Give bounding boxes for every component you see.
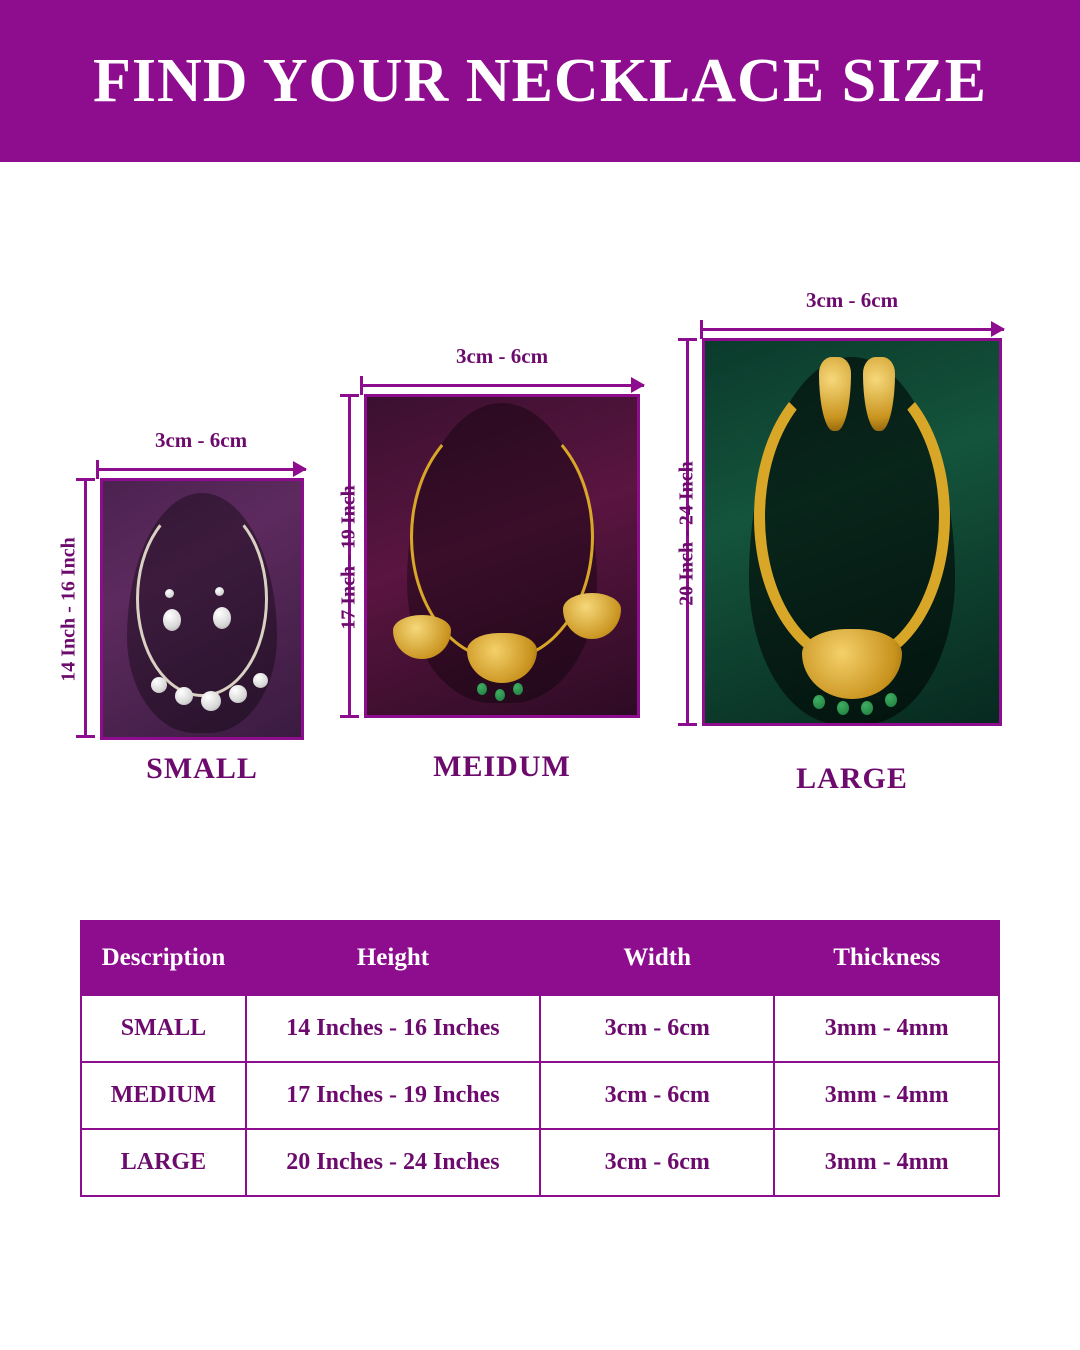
size-cards	[0, 162, 1080, 862]
large-width-arrow	[700, 318, 1004, 340]
small-width-label: 3cm - 6cm	[154, 428, 248, 452]
page-title: FIND YOUR NECKLACE SIZE	[93, 46, 987, 115]
cell-thickness: 3mm - 4mm	[774, 995, 999, 1062]
page-header	[0, 0, 1080, 162]
cell-thickness: 3mm - 4mm	[774, 1129, 999, 1196]
green-bead	[477, 683, 487, 695]
necklace-chain	[754, 367, 950, 667]
green-bead	[513, 683, 523, 695]
earring-drop	[163, 609, 181, 631]
pearl-bead	[229, 685, 247, 703]
earring-drop	[213, 607, 231, 629]
cell-thickness: 3mm - 4mm	[774, 1062, 999, 1129]
table-row	[81, 1129, 999, 1196]
small-necklace-photo	[100, 478, 304, 740]
pearl-bead	[175, 687, 193, 705]
size-table-wrapper	[80, 920, 1000, 1197]
medium-width-label: 3cm - 6cm	[455, 344, 549, 368]
cell-width: 3cm - 6cm	[540, 1062, 774, 1129]
medium-caption: MEIDUM	[433, 750, 571, 783]
green-bead	[495, 689, 505, 701]
cell-description: MEDIUM	[81, 1062, 246, 1129]
table-row	[81, 1062, 999, 1129]
large-width-label: 3cm - 6cm	[805, 288, 899, 312]
medium-necklace-photo	[364, 394, 640, 718]
cell-width: 3cm - 6cm	[540, 995, 774, 1062]
necklace-chain	[136, 501, 268, 697]
green-bead	[885, 693, 897, 707]
cell-width: 3cm - 6cm	[540, 1129, 774, 1196]
earring-stud	[165, 589, 174, 598]
table-row	[81, 995, 999, 1062]
large-necklace-photo	[702, 338, 1002, 726]
table-header-thickness: Thickness	[774, 921, 999, 995]
medium-height-label: 17 Inch - 19 Inch	[337, 485, 360, 630]
green-bead	[813, 695, 825, 709]
cell-description: SMALL	[81, 995, 246, 1062]
table-header-row	[81, 921, 999, 995]
pearl-bead	[201, 691, 221, 711]
size-table	[80, 920, 1000, 1197]
pearl-bead	[253, 673, 268, 688]
cell-description: LARGE	[81, 1129, 246, 1196]
table-header-width: Width	[540, 921, 774, 995]
pearl-bead	[151, 677, 167, 693]
large-height-label: 20 Inch - 24 Inch	[675, 461, 698, 606]
cell-height: 20 Inches - 24 Inches	[246, 1129, 540, 1196]
small-width-arrow	[96, 458, 306, 480]
table-header-description: Description	[81, 921, 246, 995]
cell-height: 14 Inches - 16 Inches	[246, 995, 540, 1062]
large-caption: LARGE	[796, 762, 908, 795]
cell-height: 17 Inches - 19 Inches	[246, 1062, 540, 1129]
table-header-height: Height	[246, 921, 540, 995]
green-bead	[861, 701, 873, 715]
small-caption: SMALL	[146, 752, 258, 785]
small-height-label: 14 Inch - 16 Inch	[57, 537, 80, 682]
green-bead	[837, 701, 849, 715]
medium-width-arrow	[360, 374, 644, 396]
earring-stud	[215, 587, 224, 596]
